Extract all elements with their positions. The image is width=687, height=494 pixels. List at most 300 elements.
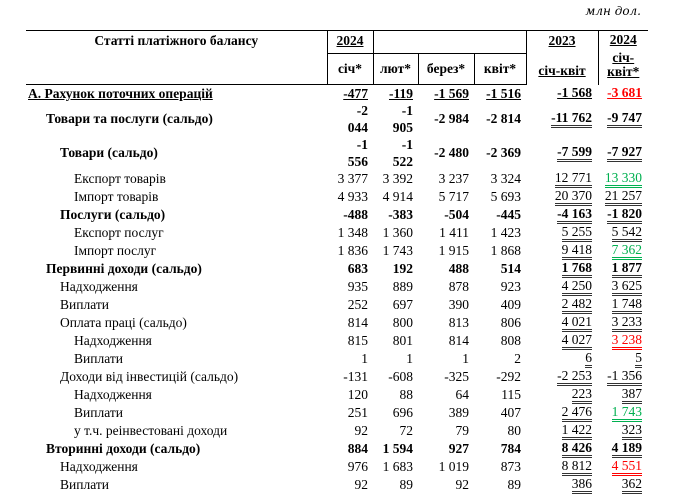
row-label xyxy=(26,278,327,296)
cell-value xyxy=(598,242,648,260)
row-label-text: А. Рахунок поточних операцій xyxy=(28,85,213,101)
cell-value-text: -1 568 xyxy=(557,85,593,101)
cell-value xyxy=(526,476,598,494)
cell-value-text: 801 xyxy=(392,333,413,348)
cell-value xyxy=(598,332,648,350)
cell-value-text: 1 868 xyxy=(490,243,522,258)
cell-value-text: 5 xyxy=(635,351,642,368)
cell-value-text: 2 482 xyxy=(562,297,592,314)
cell-value-text: -292 xyxy=(496,369,522,384)
cell-value-text: -477 xyxy=(343,85,368,101)
row-label xyxy=(26,458,327,476)
cell-value-text: 806 xyxy=(500,315,522,330)
cell-value-text: 1 019 xyxy=(438,459,469,474)
cell-value xyxy=(526,206,598,224)
cell-value xyxy=(598,188,648,206)
row-label-text: Первинні доходи (сальдо) xyxy=(46,261,202,276)
row-label-text: Експорт послуг xyxy=(74,225,164,240)
cell-value-text: 407 xyxy=(500,405,522,420)
cell-value xyxy=(474,224,526,242)
cell-value xyxy=(373,278,418,296)
cell-value xyxy=(526,422,598,440)
header-year-2024-label: 2024 xyxy=(336,33,364,48)
cell-value xyxy=(526,314,598,332)
cell-value xyxy=(526,188,598,206)
header-cum-2024 xyxy=(598,31,648,85)
cell-value-text xyxy=(393,102,413,136)
cell-value xyxy=(598,422,648,440)
table-row xyxy=(26,476,648,494)
cell-value-text xyxy=(348,102,368,136)
header-cum-2024-period: січ-квіт* xyxy=(607,50,640,79)
cell-value xyxy=(474,404,526,422)
cell-value xyxy=(418,242,474,260)
cell-value xyxy=(373,440,418,458)
cell-value-text: 409 xyxy=(500,297,522,312)
table-row xyxy=(26,368,648,386)
cell-value xyxy=(327,102,373,136)
cell-value-text: 4 021 xyxy=(562,315,592,332)
cell-value xyxy=(327,260,373,278)
cell-value-line: -2 xyxy=(356,103,368,118)
row-label xyxy=(26,440,327,458)
cell-value-text: 1 594 xyxy=(382,441,413,456)
cell-value-text: 1 348 xyxy=(337,225,368,240)
cell-value xyxy=(526,368,598,386)
cell-value xyxy=(373,404,418,422)
cell-value-text: 89 xyxy=(507,477,522,492)
cell-value-text: 3 233 xyxy=(612,315,642,332)
cell-value-text: 4 933 xyxy=(337,189,368,204)
cell-value xyxy=(598,440,648,458)
cell-value-text: 1 915 xyxy=(438,243,469,258)
cell-value xyxy=(598,85,648,103)
cell-value-text: 20 370 xyxy=(555,189,592,206)
cell-value-text: 2 xyxy=(514,351,522,366)
row-label xyxy=(26,260,327,278)
cell-value-line: 905 xyxy=(392,120,413,135)
cell-value-text: 813 xyxy=(448,315,469,330)
cell-value-text: 1 360 xyxy=(382,225,413,240)
cell-value xyxy=(373,422,418,440)
table-row xyxy=(26,260,648,278)
cell-value-text: -2 480 xyxy=(434,145,469,160)
cell-value-text: -1 569 xyxy=(434,85,469,101)
table-row xyxy=(26,440,648,458)
cell-value-text: 873 xyxy=(500,459,522,474)
table-row xyxy=(26,278,648,296)
cell-value-line: -1 xyxy=(356,137,368,152)
header-cum-2023-period: січ-квіт xyxy=(538,63,586,78)
cell-value-text: 5 255 xyxy=(562,225,592,242)
cell-value xyxy=(418,404,474,422)
cell-value xyxy=(327,136,373,170)
cell-value xyxy=(526,242,598,260)
row-label-text: Вторинні доходи (сальдо) xyxy=(46,441,201,456)
cell-value xyxy=(327,296,373,314)
header-items xyxy=(26,31,327,85)
cell-value-text: 12 771 xyxy=(555,171,592,188)
cell-value-text: -1 356 xyxy=(607,369,642,386)
cell-value-text: 192 xyxy=(392,261,413,276)
cell-value xyxy=(418,102,474,136)
cell-value-line: -1 xyxy=(401,103,413,118)
header-month-mar: берез* xyxy=(418,54,474,85)
cell-value-text: 697 xyxy=(392,297,413,312)
row-label xyxy=(26,188,327,206)
cell-value xyxy=(474,260,526,278)
table-row xyxy=(26,332,648,350)
cell-value-text: -11 762 xyxy=(551,111,592,128)
cell-value xyxy=(474,170,526,188)
cell-value xyxy=(474,206,526,224)
cell-value xyxy=(598,136,648,170)
cell-value-text: -2 814 xyxy=(486,111,522,126)
cell-value-text: -504 xyxy=(444,207,469,222)
table-row xyxy=(26,188,648,206)
cell-value xyxy=(526,260,598,278)
row-label-text: Доходи від інвестицій (сальдо) xyxy=(60,369,239,384)
cell-value-text: -1 516 xyxy=(486,85,522,101)
cell-value-text: 5 542 xyxy=(612,225,642,242)
cell-value xyxy=(327,170,373,188)
cell-value xyxy=(474,85,526,103)
cell-value xyxy=(598,458,648,476)
row-label-text: Надходження xyxy=(74,387,152,402)
cell-value-text: 1 xyxy=(462,351,469,366)
cell-value xyxy=(418,136,474,170)
cell-value-text: 72 xyxy=(399,423,413,438)
cell-value xyxy=(418,85,474,103)
cell-value-text: 92 xyxy=(354,477,368,492)
cell-value-text: 223 xyxy=(572,387,592,404)
row-label-text: Імпорт товарів xyxy=(74,189,159,204)
units-label: млн дол. xyxy=(585,4,641,18)
cell-value-text: 8 812 xyxy=(562,459,592,476)
row-label xyxy=(26,85,327,103)
cell-value-text: 1 743 xyxy=(382,243,413,258)
cell-value xyxy=(327,314,373,332)
cell-value-text: 389 xyxy=(448,405,469,420)
cell-value-text: 92 xyxy=(354,423,368,438)
cell-value-text: 4 027 xyxy=(562,333,592,350)
cell-value-text: 7 362 xyxy=(612,243,642,260)
cell-value-line: -1 xyxy=(401,137,413,152)
cell-value-text: -608 xyxy=(388,369,413,384)
cell-value-text: 92 xyxy=(455,477,469,492)
cell-value xyxy=(327,224,373,242)
cell-value xyxy=(418,188,474,206)
cell-value-text: -383 xyxy=(388,207,413,222)
cell-value-text: -4 163 xyxy=(557,207,592,224)
cell-value xyxy=(526,278,598,296)
table-row xyxy=(26,314,648,332)
cell-value xyxy=(373,170,418,188)
cell-value-text: 252 xyxy=(347,297,368,312)
cell-value xyxy=(373,242,418,260)
cell-value-text: 1 423 xyxy=(490,225,522,240)
cell-value xyxy=(327,458,373,476)
cell-value xyxy=(418,332,474,350)
row-label xyxy=(26,242,327,260)
table-row xyxy=(26,458,648,476)
cell-value xyxy=(418,170,474,188)
cell-value-text: 3 237 xyxy=(438,171,469,186)
cell-value xyxy=(327,440,373,458)
row-label xyxy=(26,224,327,242)
cell-value xyxy=(373,224,418,242)
cell-value-text: 927 xyxy=(448,441,469,456)
cell-value xyxy=(474,278,526,296)
cell-value-text: 3 392 xyxy=(382,171,413,186)
cell-value xyxy=(373,260,418,278)
cell-value xyxy=(327,350,373,368)
cell-value-text: 514 xyxy=(500,261,522,276)
cell-value-text: -131 xyxy=(343,369,368,384)
cell-value-text: 1 748 xyxy=(612,297,642,314)
row-label xyxy=(26,422,327,440)
header-cum-2023 xyxy=(526,31,598,85)
cell-value-text: 115 xyxy=(501,387,522,402)
cell-value xyxy=(526,296,598,314)
cell-value xyxy=(474,440,526,458)
cell-value xyxy=(526,224,598,242)
row-label-text: Імпорт послуг xyxy=(74,243,157,258)
cell-value xyxy=(373,476,418,494)
header-items-label: Статті платіжного балансу xyxy=(94,33,259,48)
cell-value xyxy=(373,386,418,404)
cell-value-text: 935 xyxy=(347,279,368,294)
table-row xyxy=(26,404,648,422)
cell-value xyxy=(418,440,474,458)
cell-value xyxy=(474,242,526,260)
cell-value-text: -9 747 xyxy=(607,111,642,128)
table-row xyxy=(26,206,648,224)
cell-value xyxy=(598,404,648,422)
cell-value xyxy=(373,206,418,224)
cell-value-text: 4 250 xyxy=(562,279,592,296)
cell-value-text: 784 xyxy=(500,441,522,456)
cell-value xyxy=(418,278,474,296)
cell-value-text xyxy=(348,136,368,170)
cell-value-text: -325 xyxy=(444,369,469,384)
table-row xyxy=(26,170,648,188)
row-label-text: Оплата праці (сальдо) xyxy=(60,315,187,330)
row-label xyxy=(26,404,327,422)
cell-value-text: 3 625 xyxy=(612,279,642,296)
cell-value xyxy=(474,102,526,136)
cell-value xyxy=(327,188,373,206)
table-row xyxy=(26,85,648,103)
cell-value-text: 923 xyxy=(500,279,522,294)
row-label-text: Товари та послуги (сальдо) xyxy=(46,111,213,126)
row-label-text: Виплати xyxy=(60,477,109,492)
cell-value-text: 1 683 xyxy=(382,459,413,474)
cell-value-text: 4 914 xyxy=(382,189,413,204)
table-row xyxy=(26,102,648,136)
cell-value-text: 878 xyxy=(448,279,469,294)
cell-value-text: -3 681 xyxy=(607,85,643,101)
cell-value-text: 323 xyxy=(622,423,642,440)
header-blank xyxy=(373,31,526,54)
cell-value-text: 8 426 xyxy=(562,441,592,458)
cell-value xyxy=(418,206,474,224)
cell-value-text: -445 xyxy=(496,207,522,222)
cell-value-text: 5 717 xyxy=(438,189,469,204)
cell-value-text: 4 551 xyxy=(612,459,642,476)
cell-value-line: 044 xyxy=(347,120,368,135)
cell-value xyxy=(418,368,474,386)
cell-value xyxy=(598,296,648,314)
cell-value xyxy=(373,136,418,170)
row-label xyxy=(26,170,327,188)
cell-value xyxy=(526,85,598,103)
cell-value xyxy=(598,278,648,296)
row-label-text: Надходження xyxy=(60,459,138,474)
cell-value xyxy=(474,188,526,206)
cell-value xyxy=(418,224,474,242)
cell-value xyxy=(327,278,373,296)
cell-value-text: 3 324 xyxy=(490,171,522,186)
cell-value-text: 976 xyxy=(347,459,368,474)
cell-value xyxy=(526,350,598,368)
cell-value xyxy=(598,102,648,136)
table-row xyxy=(26,242,648,260)
row-label xyxy=(26,206,327,224)
cell-value-text: 800 xyxy=(392,315,413,330)
cell-value-text: 21 257 xyxy=(605,189,642,206)
cell-value xyxy=(598,314,648,332)
cell-value xyxy=(474,458,526,476)
cell-value-text: 814 xyxy=(347,315,368,330)
cell-value-text xyxy=(393,136,413,170)
cell-value-text: 696 xyxy=(392,405,413,420)
row-label-text: Експорт товарів xyxy=(74,171,166,186)
cell-value-text: 64 xyxy=(455,387,469,402)
cell-value-text: 3 238 xyxy=(612,333,642,350)
cell-value-text: 386 xyxy=(572,477,592,494)
cell-value xyxy=(598,476,648,494)
row-label-text: Виплати xyxy=(74,405,123,420)
cell-value xyxy=(418,296,474,314)
row-label-text: Товари (сальдо) xyxy=(60,145,158,160)
row-label xyxy=(26,332,327,350)
cell-value-text: 3 377 xyxy=(337,171,368,186)
header-month-jan: січ* xyxy=(327,54,373,85)
cell-value xyxy=(327,242,373,260)
balance-of-payments-table xyxy=(26,30,648,494)
cell-value-text: -119 xyxy=(388,85,413,101)
cell-value-text: 1 411 xyxy=(439,225,469,240)
row-label xyxy=(26,350,327,368)
cell-value xyxy=(598,260,648,278)
cell-value xyxy=(373,85,418,103)
cell-value xyxy=(474,136,526,170)
cell-value-text: -2 984 xyxy=(434,111,469,126)
cell-value xyxy=(598,386,648,404)
cell-value xyxy=(474,296,526,314)
cell-value-text: 808 xyxy=(500,333,522,348)
cell-value-line: 556 xyxy=(347,154,368,169)
table-row xyxy=(26,224,648,242)
row-label xyxy=(26,136,327,170)
row-label-text: Виплати xyxy=(60,297,109,312)
cell-value xyxy=(373,332,418,350)
cell-value-text: -7 927 xyxy=(607,145,642,162)
cell-value xyxy=(327,476,373,494)
cell-value xyxy=(373,350,418,368)
table-row xyxy=(26,350,648,368)
cell-value xyxy=(474,368,526,386)
cell-value-text: 120 xyxy=(347,387,368,402)
cell-value xyxy=(474,314,526,332)
table-row xyxy=(26,296,648,314)
cell-value-text: 884 xyxy=(347,441,368,456)
cell-value-text: 1 877 xyxy=(612,261,642,278)
cell-value-text: -1 820 xyxy=(607,207,642,224)
cell-value-text: 6 xyxy=(585,351,592,368)
cell-value xyxy=(373,296,418,314)
cell-value xyxy=(474,386,526,404)
cell-value xyxy=(526,332,598,350)
cell-value-text: 814 xyxy=(448,333,469,348)
cell-value xyxy=(373,458,418,476)
cell-value xyxy=(418,386,474,404)
cell-value xyxy=(373,368,418,386)
cell-value-text: 1 743 xyxy=(612,405,642,422)
cell-value-text: -7 599 xyxy=(557,145,592,162)
cell-value-text: 89 xyxy=(399,477,413,492)
header-year-2024 xyxy=(327,31,373,54)
cell-value xyxy=(598,368,648,386)
cell-value xyxy=(373,102,418,136)
row-label xyxy=(26,476,327,494)
cell-value xyxy=(526,386,598,404)
cell-value xyxy=(526,458,598,476)
row-label-text: Надходження xyxy=(74,333,152,348)
cell-value-text: 5 693 xyxy=(490,189,522,204)
cell-value xyxy=(327,386,373,404)
cell-value xyxy=(418,350,474,368)
cell-value-text: 1 836 xyxy=(337,243,368,258)
table-row xyxy=(26,422,648,440)
cell-value xyxy=(474,332,526,350)
cell-value-text: 362 xyxy=(622,477,642,494)
header-row-top xyxy=(26,31,648,54)
cell-value xyxy=(418,314,474,332)
row-label-text: у т.ч. реінвестовані доходи xyxy=(74,423,228,438)
cell-value-text: -2 253 xyxy=(557,369,592,386)
row-label xyxy=(26,102,327,136)
cell-value xyxy=(526,136,598,170)
cell-value-text: 1 422 xyxy=(562,423,592,440)
cell-value-text: 251 xyxy=(347,405,368,420)
row-label-text: Виплати xyxy=(74,351,123,366)
cell-value-text: 9 418 xyxy=(562,243,592,260)
table-row xyxy=(26,136,648,170)
header-cum-2024-year: 2024 xyxy=(609,32,637,47)
row-label-text: Послуги (сальдо) xyxy=(60,207,166,222)
cell-value-text: 488 xyxy=(448,261,469,276)
cell-value xyxy=(418,458,474,476)
cell-value xyxy=(327,404,373,422)
header-month-feb: лют* xyxy=(373,54,418,85)
cell-value-text: 1 xyxy=(406,351,413,366)
cell-value-line: 522 xyxy=(392,154,413,169)
cell-value-text: 815 xyxy=(347,333,368,348)
cell-value xyxy=(418,422,474,440)
cell-value xyxy=(373,314,418,332)
